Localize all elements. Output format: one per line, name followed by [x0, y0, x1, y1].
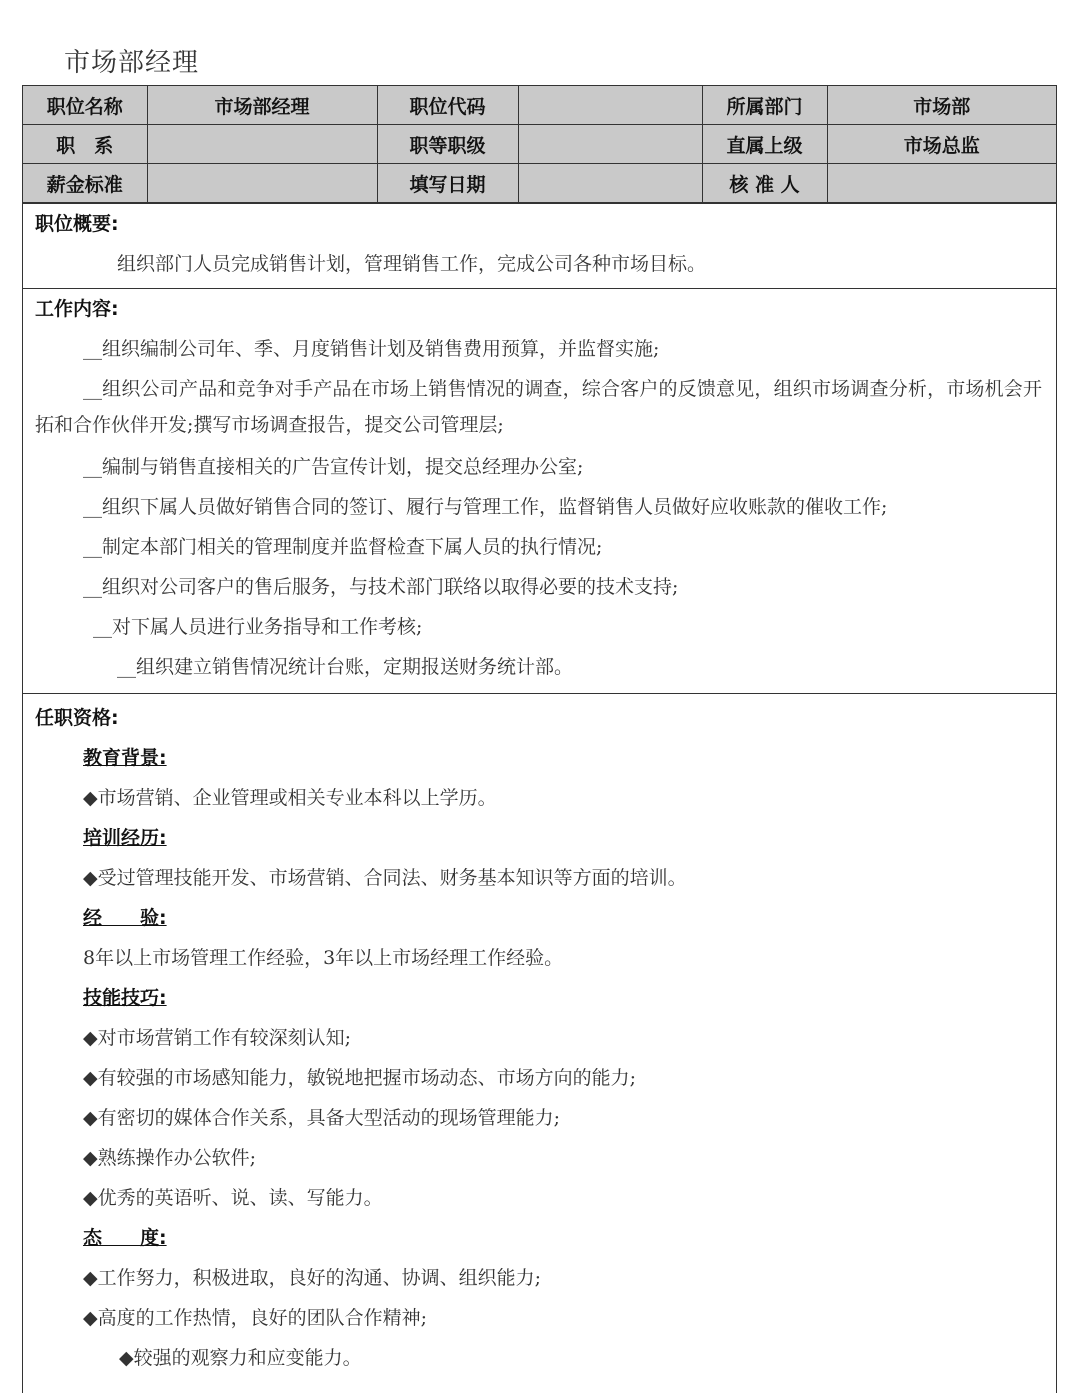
label-supervisor: 直属上级 [702, 125, 827, 164]
list-item: ◆优秀的英语听、说、读、写能力。 [83, 1187, 383, 1209]
skills-heading: 技能技巧: [83, 987, 167, 1009]
duties-heading: 工作内容: [35, 298, 119, 320]
list-item: ◆受过管理技能开发、市场营销、合同法、财务基本知识等方面的培训。 [83, 867, 687, 889]
label-salary: 薪金标准 [23, 164, 147, 203]
qualifications-section [23, 693, 1056, 1393]
experience-heading: 经 验: [83, 907, 167, 929]
value-position-code [518, 86, 702, 125]
training-heading: 培训经历: [83, 827, 167, 849]
list-item: __组织公司产品和竞争对手产品在市场上销售情况的调查，综合客户的反馈意见，组织市场调查分析，市场机会开拓和合作伙伴开发;撰写市场调查报告，提交公司管理层; [35, 378, 1042, 436]
list-item: __组织对公司客户的售后服务，与技术部门联络以取得必要的技术支持; [83, 576, 679, 598]
value-position-name: 市场部经理 [147, 86, 377, 125]
label-job-family: 职 系 [23, 125, 147, 164]
list-item: ◆有密切的媒体合作关系，具备大型活动的现场管理能力; [83, 1107, 561, 1129]
list-item: ◆较强的观察力和应变能力。 [119, 1347, 362, 1369]
list-item: ◆市场营销、企业管理或相关专业本科以上学历。 [83, 787, 497, 809]
value-approver [827, 164, 1056, 203]
value-job-family [147, 125, 377, 164]
value-supervisor: 市场总监 [827, 125, 1056, 164]
table-row [23, 164, 1056, 203]
table-row [23, 86, 1056, 125]
education-heading: 教育背景: [83, 747, 167, 769]
list-item: ◆熟练操作办公软件; [83, 1147, 257, 1169]
summary-heading: 职位概要: [35, 213, 119, 235]
list-item: ◆工作努力，积极进取，良好的沟通、协调、组织能力; [83, 1267, 542, 1289]
list-item: ◆有较强的市场感知能力，敏锐地把握市场动态、市场方向的能力; [83, 1067, 637, 1089]
document-title: 市场部经理 [64, 48, 200, 78]
label-position-name: 职位名称 [23, 86, 147, 125]
attitude-heading: 态 度: [83, 1227, 167, 1249]
label-position-code: 职位代码 [377, 86, 518, 125]
value-salary [147, 164, 377, 203]
list-item: __制定本部门相关的管理制度并监督检查下属人员的执行情况; [83, 536, 603, 558]
label-fill-date: 填写日期 [377, 164, 518, 203]
list-item: __对下属人员进行业务指导和工作考核; [93, 616, 423, 638]
duties-section [23, 288, 1056, 693]
list-item: ◆对市场营销工作有较深刻认知; [83, 1027, 352, 1049]
label-approver: 核 准 人 [702, 164, 827, 203]
value-job-grade [518, 125, 702, 164]
table-row [23, 125, 1056, 164]
list-item: __编制与销售直接相关的广告宣传计划，提交总经理办公室; [83, 456, 584, 478]
value-department: 市场部 [827, 86, 1056, 125]
qualifications-heading: 任职资格: [35, 707, 119, 729]
summary-text: 组织部门人员完成销售计划，管理销售工作，完成公司各种市场目标。 [117, 253, 707, 275]
summary-section [23, 203, 1056, 288]
job-description-form [22, 85, 1057, 1393]
list-item: __组织下属人员做好销售合同的签订、履行与管理工作，监督销售人员做好应收账款的催收工作; [83, 496, 888, 518]
list-item: __组织编制公司年、季、月度销售计划及销售费用预算，并监督实施; [83, 338, 660, 360]
label-job-grade: 职等职级 [377, 125, 518, 164]
list-item: ◆高度的工作热情，良好的团队合作精神; [83, 1307, 428, 1329]
list-item: __组织建立销售情况统计台账，定期报送财务统计部。 [117, 656, 574, 678]
list-item: 8年以上市场管理工作经验，3年以上市场经理工作经验。 [83, 947, 564, 969]
value-fill-date [518, 164, 702, 203]
position-info-table [23, 86, 1056, 203]
label-department: 所属部门 [702, 86, 827, 125]
